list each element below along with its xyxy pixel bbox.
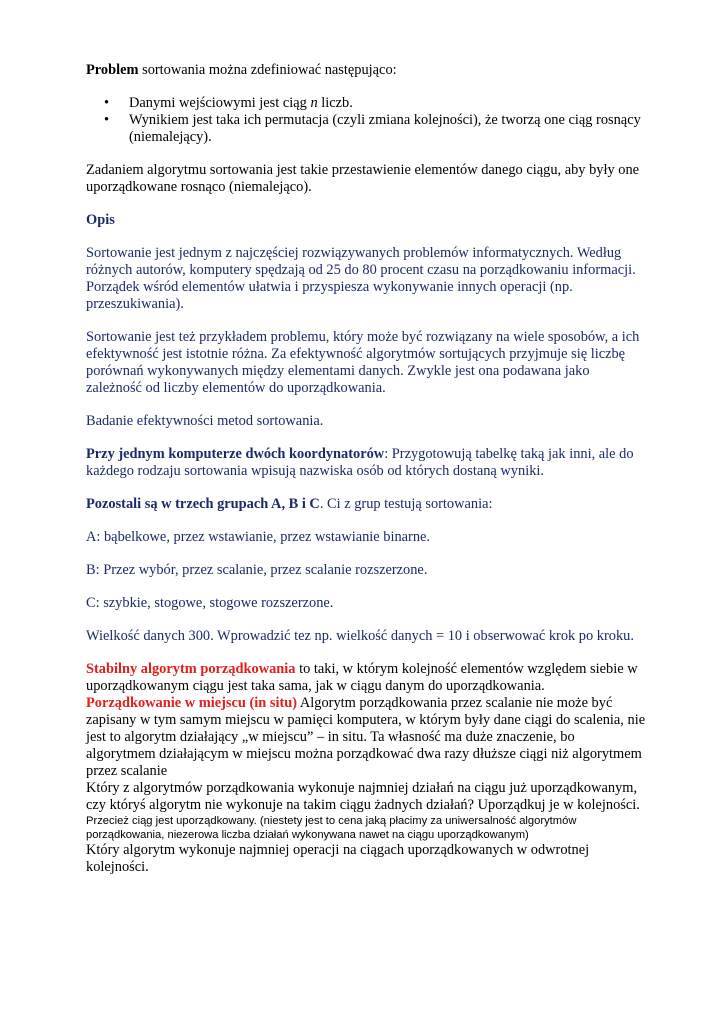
problem-rest: sortowania można zdefiniować następująco: [138, 62, 397, 78]
coordinators-bold: Przy jednym komputerze dwóch koordynatorów [86, 446, 385, 462]
inplace-rest: Algorytm porządkowania przez scalanie nie może być zapisany w tym samym miejscu w pamięci komputera, w którym były dane ciągi do scalenia, nie jest to algorytm działający „w miejscu” – in situ. Ta własność ma duże znaczenie, bo algorytmem działającym w miejscu można porządkować dwa razy dłuższe ciągi niż algorytmem przez scalanie [86, 695, 646, 779]
inplace-definition [86, 695, 646, 780]
note-sorted: Przecież ciąg jest uporządkowany. (niestety jest to cena jaką płacimy za uniwersalność algorytmów porządkowania, niezerowa liczba działań wykonywana nawet na ciągu uporządkowanym) [86, 815, 577, 841]
group-c-line: C: szybkie, stogowe, stogowe rozszerzone. [86, 595, 334, 611]
stable-rest: to taki, w którym kolejność elementów względem siebie w uporządkowanym ciągu jest taka sama, jak w ciągu danym do uporządkowania. [86, 661, 638, 694]
group-a-line: A: bąbelkowe, przez wstawianie, przez wstawianie binarne. [86, 529, 431, 545]
groups-paragraph [86, 496, 646, 513]
stable-term: Stabilny algorytm porządkowania [86, 661, 296, 677]
data-size-paragraph: Wielkość danych 300. Wprowadzić tez np. wielkość danych = 10 i obserwować krok po kroku. [86, 628, 634, 644]
document-page [86, 62, 646, 876]
group-b-line: B: Przez wybór, przez scalanie, przez scalanie rozszerzone. [86, 562, 428, 578]
coordinators-rest: : Przygotowują tabelkę taką jak inni, ale do każdego rodzaju sortowania wpisują nazwiska osób od których dostaną wyniki. [86, 446, 634, 479]
opis-paragraph-1: Sortowanie jest jednym z najczęściej rozwiązywanych problemów informatycznych. Według różnych autorów, komputery spędzają od 25 do 80 procent czasu na porządkowaniu informacji. Porządek wśród elementów ułatwia i przyspiesza wykonywanie innych operacji (np. przeszukiwania). [86, 245, 636, 312]
opis-paragraph-2: Sortowanie jest też przykładem problemu, który może być rozwiązany na wiele sposobów, a ich efektywność jest istotnie różna. Za efektywność algorytmów sortujących przyjmuje się liczbę porównań wykonywanych między elementami danych. Zwykle jest ona podawana jako zależność od liczby elementów do uporządkowania. [86, 329, 640, 396]
problem-definition [86, 62, 646, 79]
coordinators-paragraph [86, 446, 646, 480]
efficiency-study-line: Badanie efektywności metod sortowania. [86, 413, 324, 429]
list-item: • Wynikiem jest taka ich permutacja (czyli zmiana kolejności), że tworzą one ciąg rosnący (niemalejący). [104, 112, 641, 145]
question-sorted: Który z algorytmów porządkowania wykonuje najmniej działań na ciągu już uporządkowanym, czy któryś algorytm nie wykonuje na takim ciągu żadnych działań? Uporządkuj je w kolejności. [86, 780, 640, 813]
groups-bold: Pozostali są w trzech grupach A, B i C [86, 496, 320, 512]
list-item: • Danymi wejściowymi jest ciąg n liczb. [104, 95, 353, 111]
task-paragraph: Zadaniem algorytmu sortowania jest takie przestawienie elementów danego ciągu, aby były one uporządkowane rosnąco (niemalejąco). [86, 162, 640, 195]
inplace-term: Porządkowanie w miejscu (in situ) [86, 695, 298, 711]
bullet-icon: • [104, 95, 110, 111]
stable-definition [86, 661, 646, 695]
bullet-icon: • [104, 112, 110, 128]
problem-bullet-list [86, 95, 646, 146]
problem-word: Problem [86, 62, 139, 78]
question-reverse: Który algorytm wykonuje najmniej operacji na ciągach uporządkowanych w odwrotnej kolejności. [86, 842, 590, 875]
groups-rest: . Ci z grup testują sortowania: [319, 496, 493, 512]
opis-heading: Opis [86, 212, 115, 228]
